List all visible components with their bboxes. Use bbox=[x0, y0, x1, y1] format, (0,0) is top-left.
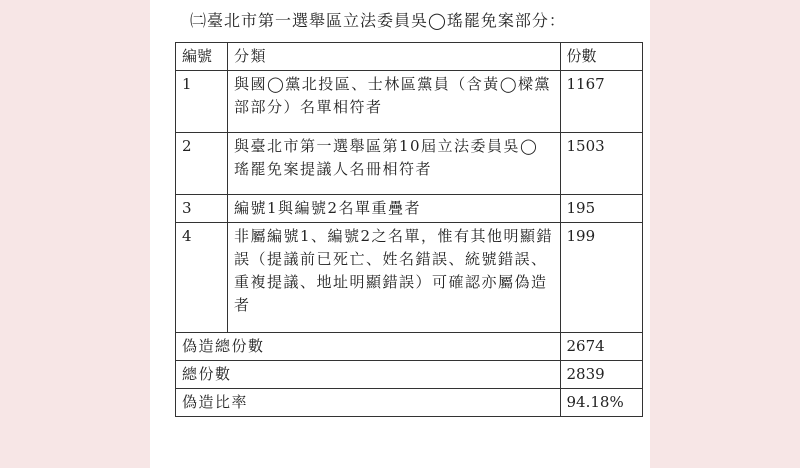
summary-label: 偽造比率 bbox=[176, 389, 561, 417]
row-count: 195 bbox=[560, 195, 642, 223]
table-row bbox=[176, 133, 643, 195]
row-number: 2 bbox=[176, 133, 228, 195]
summary-value: 94.18% bbox=[560, 389, 642, 417]
section-heading: ㈡臺北市第一選舉區立法委員吳◯瑤罷免案部分： bbox=[190, 11, 566, 30]
table-row bbox=[176, 195, 643, 223]
header-number: 編號 bbox=[176, 43, 228, 71]
table-header-row bbox=[176, 43, 643, 71]
petition-forgery-table bbox=[175, 42, 643, 417]
header-category: 分類 bbox=[227, 43, 560, 71]
summary-value: 2674 bbox=[560, 333, 642, 361]
table-row bbox=[176, 71, 643, 133]
row-category: 非屬編號1、編號2之名單，惟有其他明顯錯誤（提議前已死亡、姓名錯誤、統號錯誤、重複提議、地址明顯錯誤）可確認亦屬偽造者 bbox=[227, 223, 560, 333]
row-count: 1167 bbox=[560, 71, 642, 133]
header-count: 份數 bbox=[560, 43, 642, 71]
row-category: 與國◯黨北投區、士林區黨員（含黃◯樑黨部部分）名單相符者 bbox=[227, 71, 560, 133]
row-number: 3 bbox=[176, 195, 228, 223]
row-number: 4 bbox=[176, 223, 228, 333]
summary-label: 偽造總份數 bbox=[176, 333, 561, 361]
summary-label: 總份數 bbox=[176, 361, 561, 389]
table-row bbox=[176, 223, 643, 333]
summary-row bbox=[176, 333, 643, 361]
summary-row bbox=[176, 389, 643, 417]
row-count: 1503 bbox=[560, 133, 642, 195]
row-category: 與臺北市第一選舉區第10屆立法委員吳◯瑤罷免案提議人名冊相符者 bbox=[227, 133, 560, 195]
row-category: 編號1與編號2名單重疊者 bbox=[227, 195, 560, 223]
summary-value: 2839 bbox=[560, 361, 642, 389]
row-count: 199 bbox=[560, 223, 642, 333]
row-number: 1 bbox=[176, 71, 228, 133]
summary-row bbox=[176, 361, 643, 389]
